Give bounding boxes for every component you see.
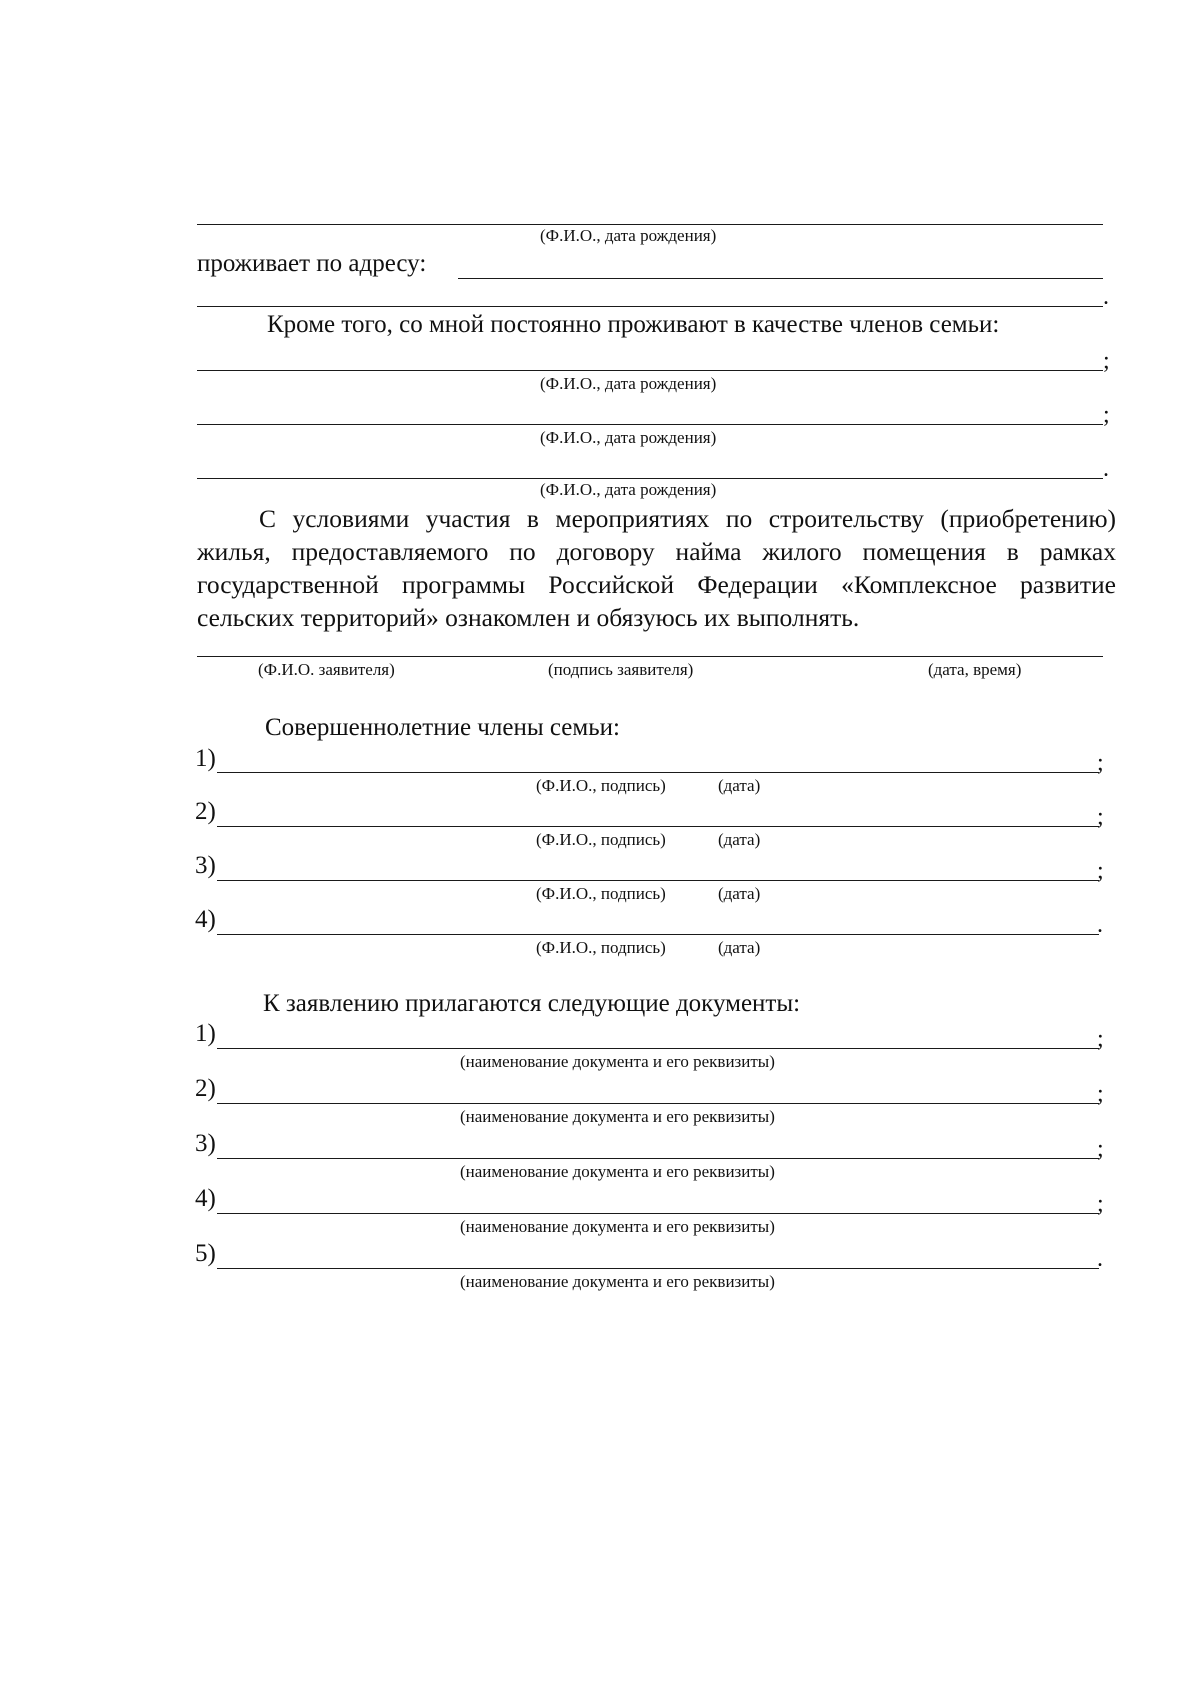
- document-item-end-mark: .: [1097, 1246, 1103, 1272]
- family-member-caption: (Ф.И.О., дата рождения): [540, 480, 717, 499]
- adult-date-caption: (дата): [718, 776, 761, 795]
- adult-fio-signature-caption: (Ф.И.О., подпись): [536, 830, 666, 849]
- adult-item-number: 3): [195, 852, 216, 879]
- adult-item-number: 2): [195, 798, 216, 825]
- document-item-number: 2): [195, 1075, 216, 1102]
- adult-item-end-mark: .: [1097, 912, 1103, 938]
- applicant-signature-caption: (подпись заявителя): [548, 660, 694, 679]
- document-item-end-mark: ;: [1097, 1026, 1104, 1052]
- fio-line[interactable]: [197, 224, 1103, 225]
- family-member-line[interactable]: [197, 478, 1103, 479]
- adult-member-line[interactable]: [217, 880, 1099, 881]
- document-caption: (наименование документа и его реквизиты): [460, 1272, 775, 1291]
- address-label: проживает по адресу:: [197, 250, 427, 277]
- adult-item-end-mark: ;: [1097, 804, 1104, 830]
- fio-birth-caption: (Ф.И.О., дата рождения): [540, 226, 717, 245]
- family-member-caption: (Ф.И.О., дата рождения): [540, 374, 717, 393]
- adult-fio-signature-caption: (Ф.И.О., подпись): [536, 776, 666, 795]
- document-line[interactable]: [217, 1213, 1099, 1214]
- document-line[interactable]: [217, 1268, 1099, 1269]
- adult-date-caption: (дата): [718, 884, 761, 903]
- family-member-line[interactable]: [197, 424, 1103, 425]
- address-line-2[interactable]: [197, 306, 1103, 307]
- documents-heading: К заявлению прилагаются следующие документы:: [263, 990, 801, 1017]
- family-member-end-mark: .: [1103, 456, 1109, 482]
- document-line[interactable]: [217, 1048, 1099, 1049]
- document-caption: (наименование документа и его реквизиты): [460, 1217, 775, 1236]
- document-item-number: 1): [195, 1020, 216, 1047]
- document-line[interactable]: [217, 1103, 1099, 1104]
- adult-date-caption: (дата): [718, 830, 761, 849]
- adult-date-caption: (дата): [718, 938, 761, 957]
- adult-fio-signature-caption: (Ф.И.О., подпись): [536, 938, 666, 957]
- document-caption: (наименование документа и его реквизиты): [460, 1052, 775, 1071]
- document-item-number: 3): [195, 1130, 216, 1157]
- adult-item-end-mark: ;: [1097, 750, 1104, 776]
- document-caption: (наименование документа и его реквизиты): [460, 1107, 775, 1126]
- adult-item-end-mark: ;: [1097, 858, 1104, 884]
- adult-item-number: 4): [195, 906, 216, 933]
- adult-member-line[interactable]: [217, 772, 1099, 773]
- address-line[interactable]: [458, 278, 1103, 279]
- adult-member-line[interactable]: [217, 826, 1099, 827]
- adult-member-line[interactable]: [217, 934, 1099, 935]
- adults-heading: Совершеннолетние члены семьи:: [265, 714, 620, 741]
- family-member-end-mark: ;: [1103, 402, 1110, 428]
- family-member-line[interactable]: [197, 370, 1103, 371]
- applicant-fio-caption: (Ф.И.О. заявителя): [258, 660, 395, 679]
- document-item-number: 5): [195, 1240, 216, 1267]
- document-caption: (наименование документа и его реквизиты): [460, 1162, 775, 1181]
- family-heading: Кроме того, со мной постоянно проживают в качестве членов семьи:: [267, 311, 1000, 338]
- date-time-caption: (дата, время): [928, 660, 1022, 679]
- consent-paragraph: С условиями участия в мероприятиях по строительству (приобретению) жилья, предоставляемого по договору найма жилого помещения в рамках государственной программы Российской Федерации «Комплексное развитие сельских территорий» ознакомлен и обязуюсь их выполнять.: [197, 504, 1116, 632]
- document-item-end-mark: ;: [1097, 1191, 1104, 1217]
- family-member-end-mark: ;: [1103, 348, 1110, 374]
- adult-item-number: 1): [195, 745, 216, 772]
- document-item-end-mark: ;: [1097, 1136, 1104, 1162]
- document-item-number: 4): [195, 1185, 216, 1212]
- family-member-caption: (Ф.И.О., дата рождения): [540, 428, 717, 447]
- document-item-end-mark: ;: [1097, 1081, 1104, 1107]
- signature-line[interactable]: [197, 656, 1103, 657]
- document-line[interactable]: [217, 1158, 1099, 1159]
- adult-fio-signature-caption: (Ф.И.О., подпись): [536, 884, 666, 903]
- address-end-mark: .: [1103, 284, 1109, 310]
